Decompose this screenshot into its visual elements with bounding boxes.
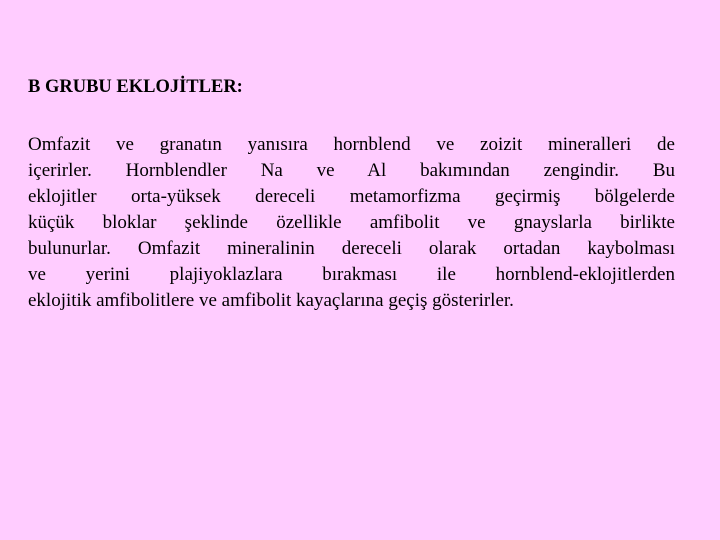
slide-body-paragraph [28, 132, 675, 314]
paragraph-line: içerirler. Hornblendler Na ve Al bakımından zengindir. Bu [28, 160, 675, 181]
paragraph-line: eklojitler orta-yüksek dereceli metamorfizma geçirmiş bölgelerde [28, 186, 675, 207]
paragraph-line: küçük bloklar şeklinde özellikle amfibolit ve gnayslarla birlikte [28, 212, 675, 233]
paragraph-line: bulunurlar. Omfazit mineralinin dereceli olarak ortadan kaybolması [28, 238, 675, 259]
paragraph-line: ve yerini plajiyoklazlara bırakması ile hornblend-eklojitlerden [28, 264, 675, 285]
paragraph-line: Omfazit ve granatın yanısıra hornblend ve zoizit mineralleri de [28, 134, 675, 155]
slide-heading: B GRUBU EKLOJİTLER: [28, 77, 243, 97]
paragraph-line: eklojitik amfibolitlere ve amfibolit kayaçlarına geçiş gösterirler. [28, 290, 514, 311]
